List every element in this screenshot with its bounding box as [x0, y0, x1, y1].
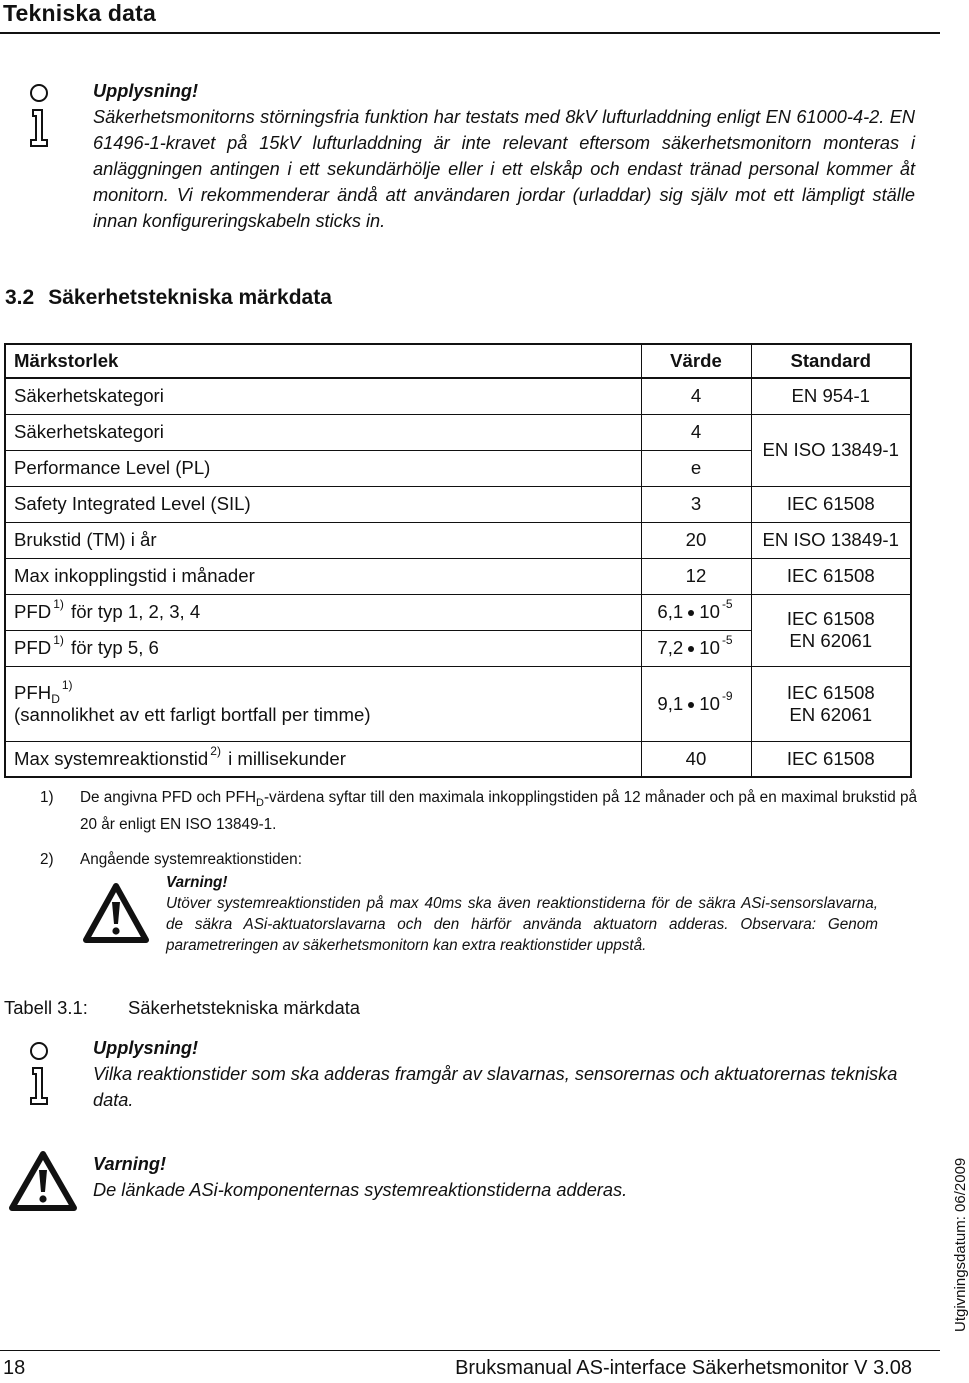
pfd-type-text: för typ 5, 6: [71, 637, 159, 658]
cell-value: [641, 630, 751, 666]
cell-standard: EN ISO 13849-1: [751, 414, 911, 486]
header-cell-value: Värde: [641, 344, 751, 378]
caption-label: Tabell 3.1:: [4, 997, 88, 1018]
table-row: [5, 666, 911, 741]
page-title: Tekniska data: [3, 0, 157, 26]
table-row: [5, 378, 911, 414]
warning-triangle-icon: [82, 882, 150, 944]
table-row: [5, 741, 911, 777]
section-title: Säkerhetstekniska märkdata: [48, 286, 332, 309]
value-exponent: -9: [721, 688, 733, 703]
footnote-ref: 1): [53, 633, 64, 647]
cell-standard: EN 954-1: [751, 378, 911, 414]
cell-value: 4: [641, 414, 751, 450]
cell-name: Säkerhetskategori: [5, 378, 641, 414]
header-rule: [0, 32, 940, 34]
standard-line-2: EN 62061: [789, 630, 873, 651]
footnote-number: 2): [40, 851, 54, 868]
safety-data-table: [4, 343, 912, 778]
note-upplysning-2: [93, 1035, 923, 1113]
standard-line-1: IEC 61508: [786, 681, 875, 703]
multiply-dot-icon: [688, 646, 694, 652]
cell-standard: [751, 666, 911, 741]
footnote-ref: 1): [53, 597, 64, 611]
footnote-ref: 1): [61, 677, 73, 692]
warning-triangle-icon: [8, 1150, 78, 1212]
info-icon: [24, 1040, 54, 1110]
value-mantissa: 7,2: [657, 637, 684, 658]
table-row: [5, 594, 911, 630]
value-base: 10: [699, 601, 720, 622]
value-base: 10: [699, 692, 720, 714]
cell-value: [641, 594, 751, 630]
cell-name: Säkerhetskategori: [5, 414, 641, 450]
pfd-label: PFD: [14, 637, 52, 658]
header-cell-standard: Standard: [751, 344, 911, 378]
footer-rule: [0, 1350, 940, 1351]
warning-label: Varning!: [166, 874, 228, 891]
cell-standard: EN ISO 13849-1: [751, 522, 911, 558]
reaction-time-unit: i millisekunder: [228, 747, 346, 769]
table-row: [5, 486, 911, 522]
footer-title: Bruksmanual AS-interface Säkerhetsmonitor V 3.08: [455, 1357, 912, 1379]
multiply-dot-icon: [688, 702, 694, 708]
cell-standard: IEC 61508: [751, 558, 911, 594]
table-row: [5, 522, 911, 558]
footnote-text: [80, 787, 930, 836]
cell-name: Brukstid (TM) i år: [5, 522, 641, 558]
footnote-number: 1): [40, 789, 54, 806]
value-exponent: -5: [721, 597, 733, 611]
pfd-type-text: för typ 1, 2, 3, 4: [71, 601, 201, 622]
table-row: [5, 414, 911, 450]
cell-value: 12: [641, 558, 751, 594]
warning-block-1: [166, 872, 878, 956]
footnote-2: [40, 849, 920, 873]
multiply-dot-icon: [688, 610, 694, 616]
note-label: Upplysning!: [93, 1038, 199, 1058]
warning-text: Utöver systemreaktionstiden på max 40ms ska även reaktionstiderna för de säkra ASi-sensorslavarna, de säkra ASi-aktuatorslavarna och den härför använda aktuatorn adderas. Observara: Genom parametreringen av säkerhetsmonitorn kan extra reaktionstider uppstå.: [166, 895, 878, 954]
table-header-row: [5, 344, 911, 378]
value-mantissa: 6,1: [657, 601, 684, 622]
reaction-time-label: Max systemreaktionstid: [14, 747, 209, 769]
standard-line-2: EN 62061: [789, 703, 873, 725]
cell-name: Max inkopplingstid i månader: [5, 558, 641, 594]
publication-date-text: Utgivningsdatum: 06/2009: [952, 1157, 969, 1332]
cell-value: e: [641, 450, 751, 486]
value-exponent: -5: [721, 633, 733, 647]
footnote-1: [40, 787, 920, 837]
table-row: [5, 558, 911, 594]
cell-value: 20: [641, 522, 751, 558]
page-header: [0, 0, 960, 34]
cell-name: [5, 741, 641, 777]
note-text: Säkerhetsmonitorns störningsfria funktion har testats med 8kV lufturladdning enligt EN 61000-4-2. EN 61496-1-kravet på 15kV lufturladdning är inte relevant eftersom säkerhetsmonitorn monteras i anläggningen antingen i ett sekundärhölje eller i ett elskåp och endast tränad personal kommer åt monitorn. Vi rekommenderar ändå att användaren jordar (urladdar) sig själv mot ett lämpligt ställe innan konfigureringskabeln sticks in.: [93, 107, 915, 231]
note-upplysning-1: [93, 78, 915, 234]
pfh-label: PFH: [14, 681, 52, 703]
footnote-text-a: De angivna PFD och PFH: [80, 789, 256, 806]
header-cell-name: Märkstorlek: [5, 344, 641, 378]
note-text: Vilka reaktionstider som ska adderas framgår av slavarnas, sensorernas och aktuatorernas tekniska data.: [93, 1064, 898, 1110]
cell-name: Performance Level (PL): [5, 450, 641, 486]
cell-value: 4: [641, 378, 751, 414]
cell-standard: [751, 594, 911, 666]
footnote-ref: 2): [210, 743, 221, 758]
section-heading: [5, 286, 346, 310]
cell-name: [5, 666, 641, 741]
value-mantissa: 9,1: [657, 692, 684, 714]
warning-text: De länkade ASi-komponenternas systemreaktionstiderna adderas.: [93, 1180, 628, 1200]
cell-value: 40: [641, 741, 751, 777]
footnote-text-b: -värdena syftar till den maximala inkopplingstiden på 12 månader och på en maximal brukstid på 20 år enligt EN ISO 13849-1.: [80, 789, 917, 834]
caption-text: Säkerhetstekniska märkdata: [128, 997, 361, 1018]
info-icon: [24, 82, 54, 152]
side-publication-date: [930, 1080, 969, 1340]
warning-label: Varning!: [93, 1154, 167, 1174]
pfh-description: (sannolikhet av ett farligt bortfall per timme): [14, 703, 371, 725]
cell-standard: IEC 61508: [751, 486, 911, 522]
pfd-label: PFD: [14, 601, 52, 622]
warning-block-2: [93, 1151, 893, 1203]
cell-name: Safety Integrated Level (SIL): [5, 486, 641, 522]
table-caption: [4, 997, 360, 1019]
value-base: 10: [699, 637, 720, 658]
standard-line-1: IEC 61508: [786, 608, 875, 629]
cell-name: [5, 594, 641, 630]
footnote-subscript: D: [256, 797, 264, 810]
pfh-subscript: D: [51, 691, 60, 706]
cell-value: [641, 666, 751, 741]
footnote-text: Angående systemreaktionstiden:: [80, 851, 302, 868]
note-label: Upplysning!: [93, 81, 199, 101]
section-number: 3.2: [5, 286, 35, 309]
cell-standard: IEC 61508: [751, 741, 911, 777]
cell-value: 3: [641, 486, 751, 522]
cell-name: [5, 630, 641, 666]
page-number: 18: [3, 1357, 26, 1379]
